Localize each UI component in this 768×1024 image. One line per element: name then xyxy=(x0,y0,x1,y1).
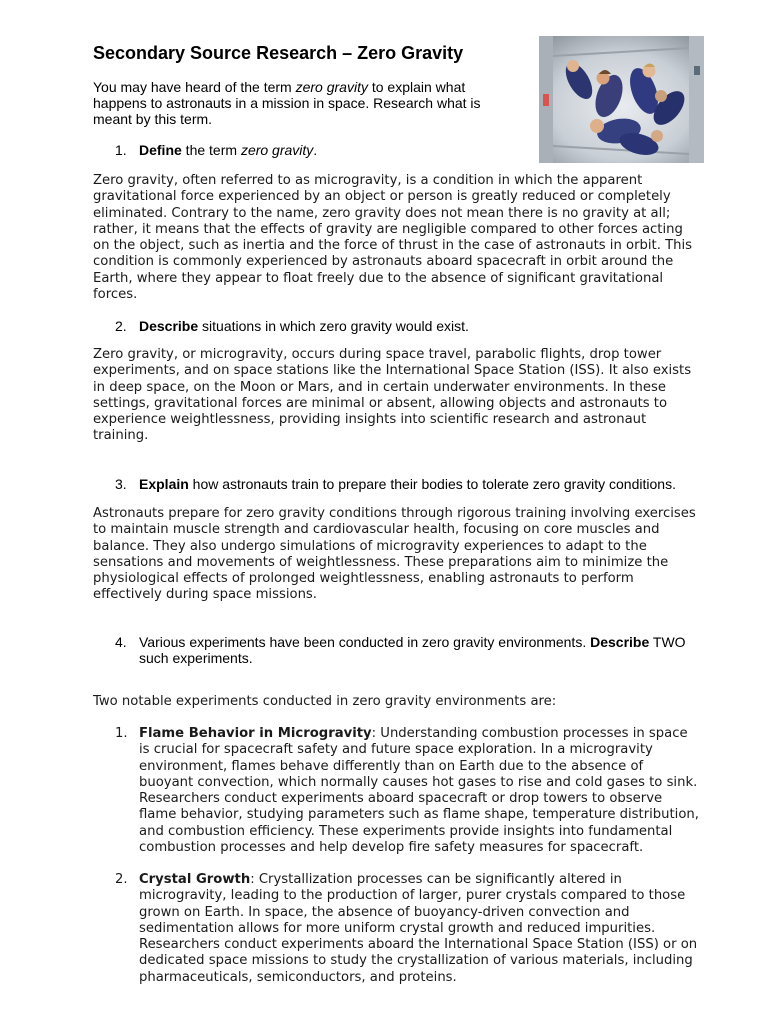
answer-1: Zero gravity, often referred to as microgravity, is a condition in which the apparent gravitational force experienced by an object or person is greatly reduced or completely eliminated. Contrary to the name, zero gravity does not mean there is no gravity at all; rather, it means that the effects of gravity are negligible compared to other forces acting on the object, such as inertia and the force of thrust in the case of astronauts in orbit. This condition is commonly experienced by astronauts aboard spacecraft in orbit around the Earth, where they appear to float freely due to the absence of significant gravitational forces. xyxy=(93,173,693,303)
experiment-text xyxy=(139,726,699,856)
answer-2: Zero gravity, or microgravity, occurs during space travel, parabolic flights, drop tower experiments, and on space stations like the International Space Station (ISS). It also exists in deep space, on the Moon or Mars, and in certain underwater environments. In these settings, gravitational forces are minimal or absent, allowing objects and astronauts to experience weightlessness, providing insights into scientific research and astronaut training. xyxy=(93,347,692,444)
question-verb: Define xyxy=(139,142,182,158)
answer-3: Astronauts prepare for zero gravity conditions through rigorous training involving exercises to maintain muscle strength and cardiovascular health, focusing on core muscles and balance. They also undergo simulations of microgravity experiences to adapt to the sensations and movements of weightlessness. These preparations aim to minimize the physiological effects of prolonged weightlessness, enabling astronauts to perform effectively during space missions. xyxy=(93,506,696,603)
experiment-number: 2. xyxy=(115,872,128,887)
question-verb: Describe xyxy=(590,634,650,650)
experiment-title: Flame Behavior in Microgravity xyxy=(139,726,372,741)
question-end: . xyxy=(313,142,318,158)
question-number: 1. xyxy=(115,142,127,158)
question-number: 3. xyxy=(115,476,127,492)
question-body: how astronauts train to prepare their bodies to tolerate zero gravity conditions. xyxy=(188,476,676,492)
question-number: 2. xyxy=(115,318,127,334)
question-body: the term xyxy=(181,142,241,158)
intro-paragraph xyxy=(93,79,513,127)
question-end: TWO such experiments. xyxy=(139,634,686,666)
question-verb: Describe xyxy=(139,318,199,334)
experiment-description: : Understanding combustion processes in space is crucial for spacecraft safety and future space exploration. In a microgravity environment, flames behave differently than on Earth due to the absence of buoyant convection, which normally causes hot gases to rise and cold gases to sink. Researchers conduct experiments aboard spacecraft or drop towers to observe flame behavior, studying parameters such as flame shape, temperature distribution, and combustion efficiency. These experiments provide insights into fundamental combustion processes and help develop fire safety measures for spacecraft. xyxy=(139,726,699,856)
intro-text-part2: to explain what happens to astronauts in a mission in space. Research what is meant by this term. xyxy=(93,79,481,127)
page-title: Secondary Source Research – Zero Gravity xyxy=(93,43,464,63)
experiment-description: : Crystallization processes can be significantly altered in microgravity, leading to the production of larger, purer crystals compared to those grown on Earth. In space, the absence of buoyancy-driven convection and sedimentation allows for more uniform crystal growth and reduced impurities. Researchers conduct experiments aboard the International Space Station (ISS) or on dedicated space missions to study the crystallization of various materials, including pharmaceuticals, semiconductors, and proteins. xyxy=(139,872,698,985)
question-body: situations in which zero gravity would exist. xyxy=(198,318,469,334)
experiment-title: Crystal Growth xyxy=(139,872,251,887)
question-text xyxy=(139,476,699,492)
question-number: 4. xyxy=(115,634,127,650)
question-verb: Explain xyxy=(139,476,189,492)
question-text xyxy=(139,318,699,334)
question-italic-term: zero gravity xyxy=(240,142,314,158)
question-body: Various experiments have been conducted in zero gravity environments. xyxy=(139,634,591,650)
experiment-number: 1. xyxy=(115,726,128,741)
intro-italic-term: zero gravity xyxy=(295,79,368,95)
question-text xyxy=(139,142,699,158)
question-text xyxy=(139,634,699,666)
intro-text-part1: You may have heard of the term xyxy=(93,79,296,95)
answer-4-intro: Two notable experiments conducted in zero gravity environments are: xyxy=(93,694,557,709)
experiment-text xyxy=(139,872,699,986)
